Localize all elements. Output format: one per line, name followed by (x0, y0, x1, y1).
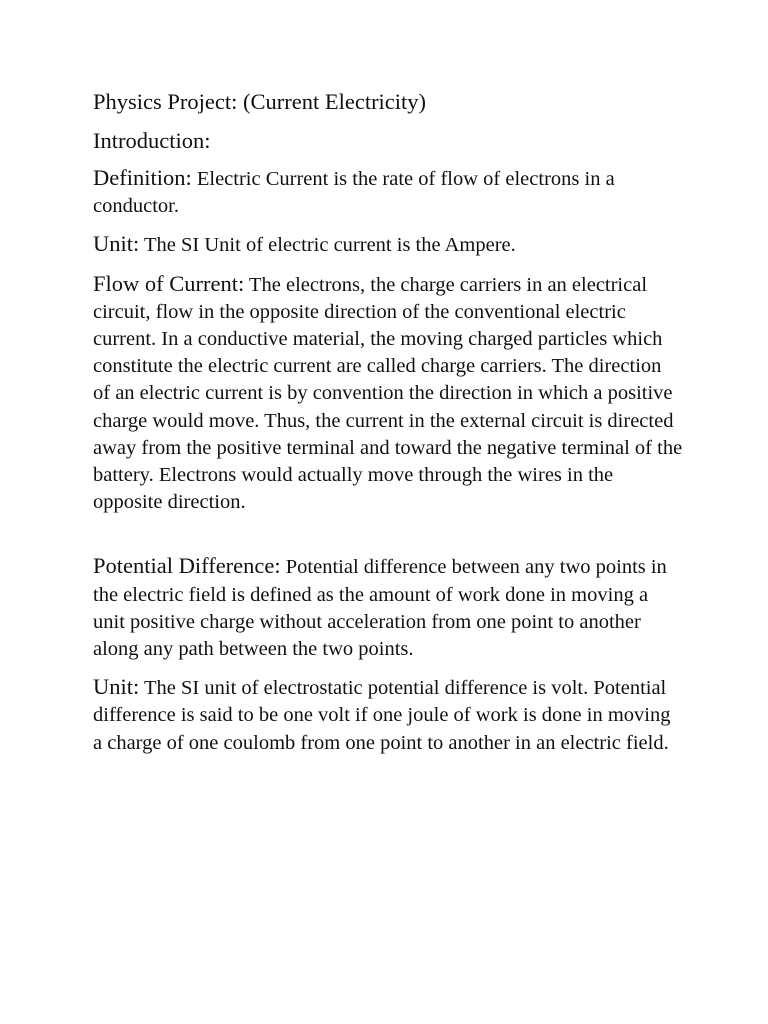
potential-unit-term: Unit: (93, 674, 140, 700)
potential-difference-paragraph (93, 552, 683, 663)
flow-of-current-text: The electrons, the charge carriers in an electrical circuit, flow in the opposite direction of the conventional electric current. In a conductive material, the moving charged particles which constitute the electric current are called charge carriers. The direction of an electric current is by convention the direction in which a positive charge would move. Thus, the current in the external circuit is directed away from the positive terminal and toward the negative terminal of the battery. Electrons would actually move through the wires in the opposite direction. (93, 273, 683, 514)
flow-of-current-paragraph (93, 270, 683, 517)
definition-paragraph (93, 164, 683, 220)
potential-unit-paragraph (93, 673, 683, 757)
potential-unit-text: The SI unit of electrostatic potential difference is volt. Potential difference is said to be one volt if one joule of work is done in moving a charge of one coulomb from one point to another in an electric field. (93, 677, 671, 754)
definition-text: Electric Current is the rate of flow of electrons in a conductor. (93, 168, 615, 218)
current-unit-text: The SI Unit of electric current is the Ampere. (144, 234, 516, 257)
section-spacer (93, 526, 683, 552)
potential-difference-text: Potential difference between any two points in the electric field is defined as the amount of work done in moving a unit positive charge without acceleration from one point to another along any path between the two points. (93, 556, 667, 661)
current-unit-term: Unit: (93, 231, 140, 257)
introduction-heading: Introduction: (93, 128, 211, 153)
flow-of-current-term: Flow of Current: (93, 270, 245, 296)
document-page (93, 86, 683, 767)
document-title: Physics Project: (Current Electricity) (93, 89, 427, 114)
current-unit-paragraph (93, 230, 683, 259)
potential-difference-term: Potential Difference: (93, 553, 281, 579)
definition-term: Definition: (93, 165, 192, 190)
